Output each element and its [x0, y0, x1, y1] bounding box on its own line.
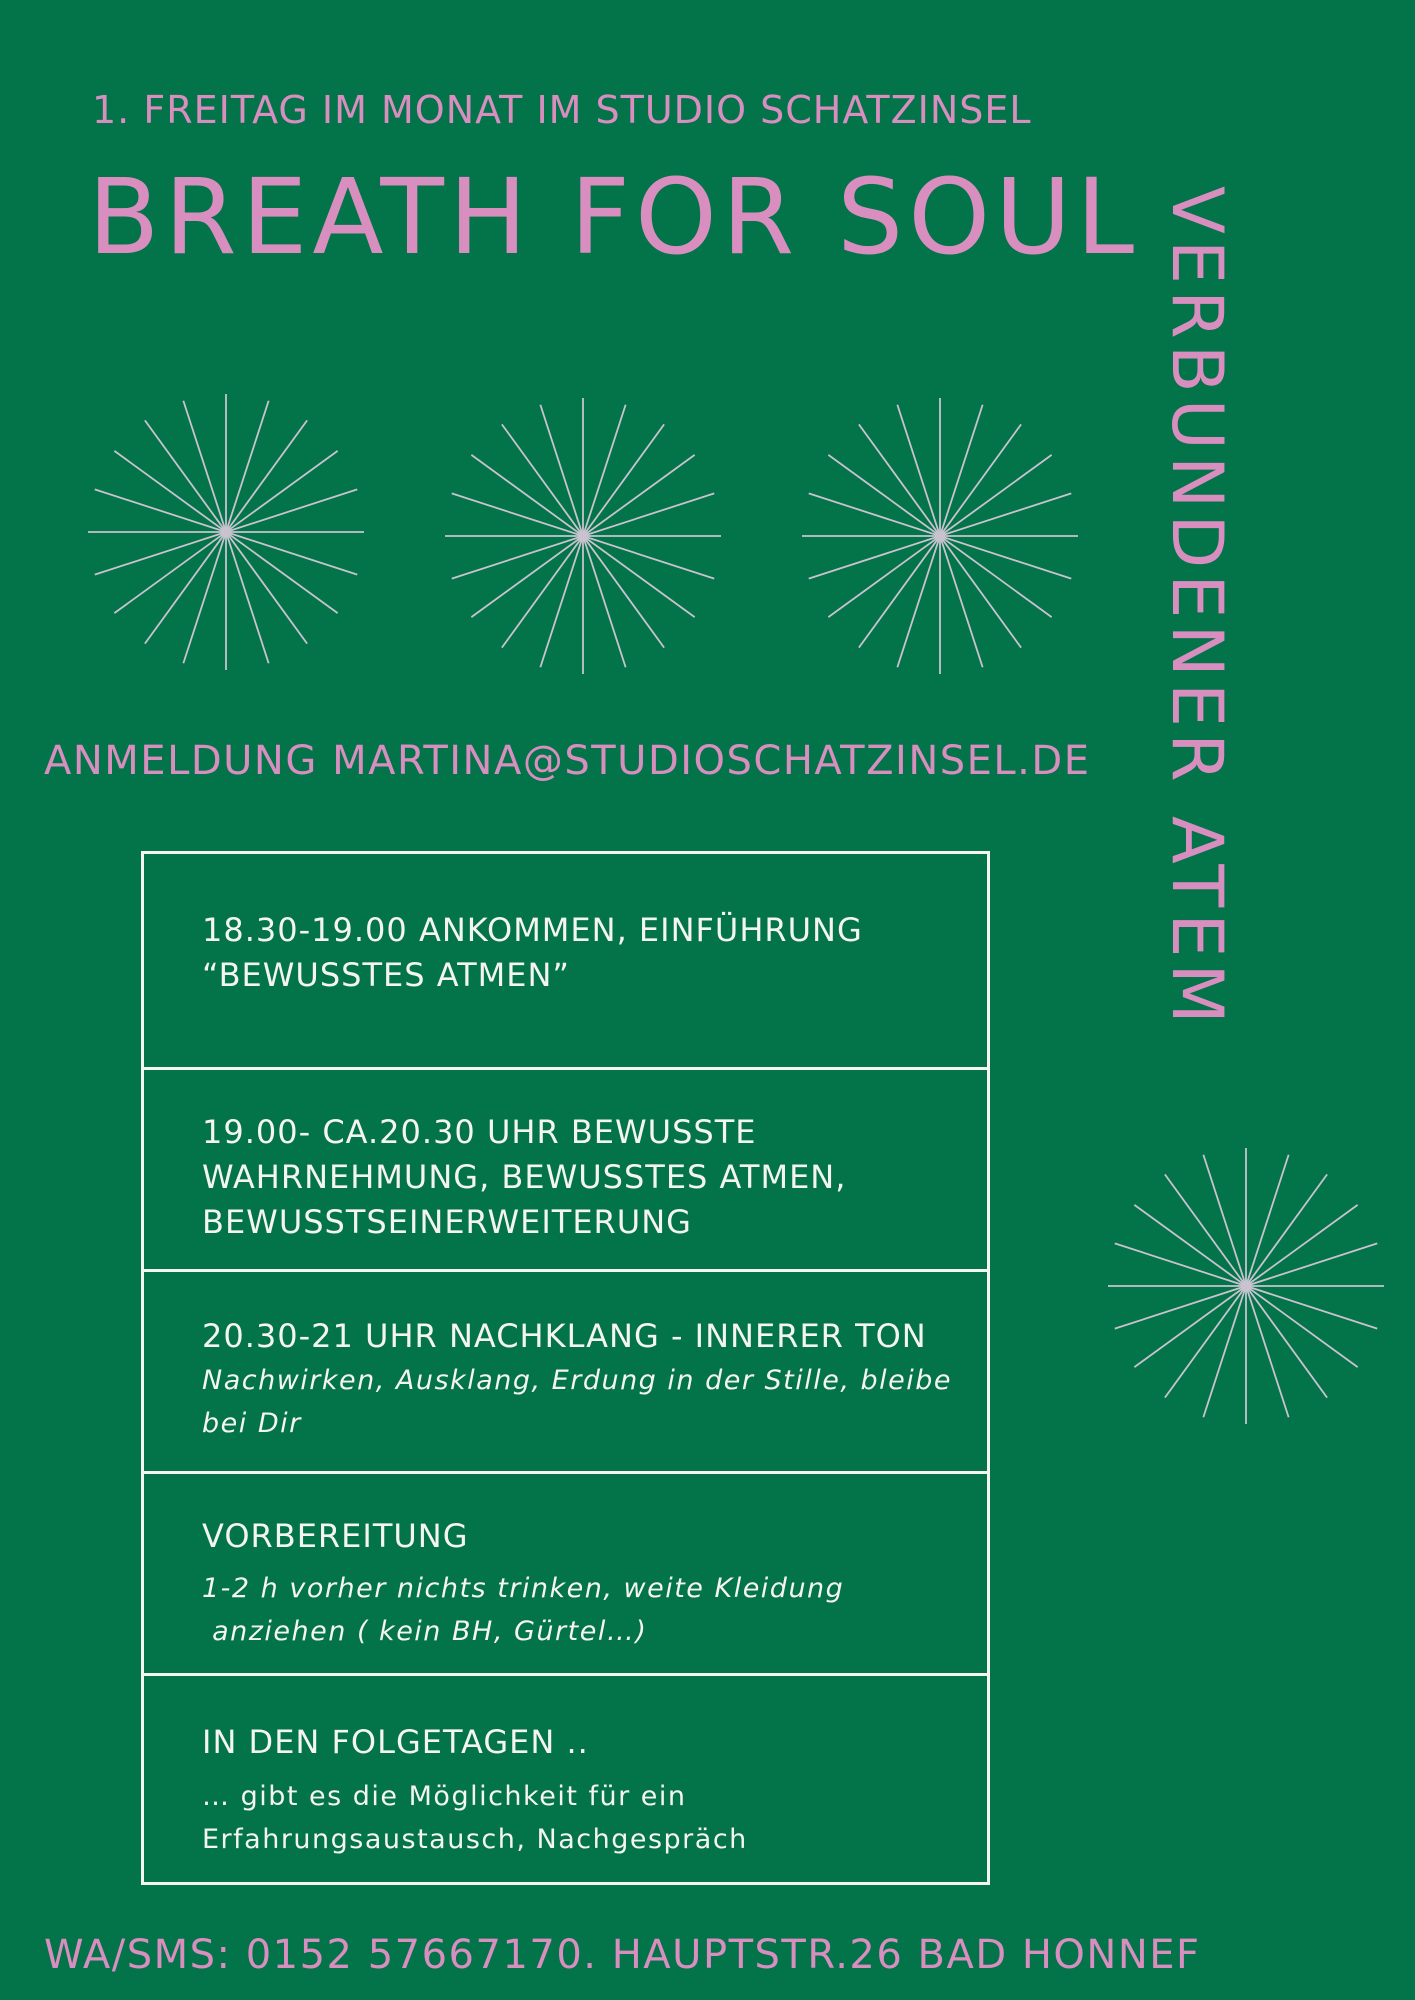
event-title: BREATH FOR SOUL [88, 156, 1140, 278]
schedule-note: … gibt es die Möglichkeit für ein [202, 1781, 687, 1812]
schedule-row [144, 1070, 987, 1272]
event-subtitle: 1. FREITAG IM MONAT IM STUDIO SCHATZINSEL [92, 88, 1032, 132]
schedule-note: Erfahrungsaustausch, Nachgespräch [202, 1824, 748, 1855]
schedule-note: 1-2 h vorher nichts trinken, weite Kleidung [202, 1573, 845, 1604]
schedule-row [144, 1474, 987, 1676]
starburst-icon [443, 396, 723, 676]
schedule-heading: 19.00- CA.20.30 UHR BEWUSSTE [202, 1113, 757, 1151]
schedule-row [144, 1272, 987, 1474]
registration-email: ANMELDUNG MARTINA@STUDIOSCHATZINSEL.DE [44, 738, 1091, 784]
starburst-icon [800, 396, 1080, 676]
schedule-heading: WAHRNEHMUNG, BEWUSSTES ATMEN, [202, 1158, 847, 1196]
schedule-row [144, 1676, 987, 1882]
schedule-table [141, 851, 990, 1885]
schedule-note: Nachwirken, Ausklang, Erdung in der Stille, bleibe [202, 1365, 953, 1396]
schedule-note: anziehen ( kein BH, Gürtel…) [202, 1616, 648, 1647]
schedule-heading: VORBEREITUNG [202, 1517, 469, 1555]
starburst-icon [1106, 1146, 1386, 1426]
schedule-row [144, 854, 987, 1070]
schedule-heading: IN DEN FOLGETAGEN .. [202, 1723, 589, 1761]
schedule-heading: “BEWUSSTES ATMEN” [202, 956, 570, 994]
schedule-heading: BEWUSSTSEINERWEITERUNG [202, 1203, 692, 1241]
schedule-note: bei Dir [202, 1408, 302, 1439]
vertical-tagline: VERBUNDENER ATEM [1156, 186, 1238, 1030]
schedule-heading: 18.30-19.00 ANKOMMEN, EINFÜHRUNG [202, 911, 863, 949]
starburst-icon [86, 392, 366, 672]
schedule-heading: 20.30-21 UHR NACHKLANG - INNERER TON [202, 1317, 927, 1355]
contact-footer: WA/SMS: 0152 57667170. HAUPTSTR.26 BAD HONNEF [44, 1932, 1201, 1978]
